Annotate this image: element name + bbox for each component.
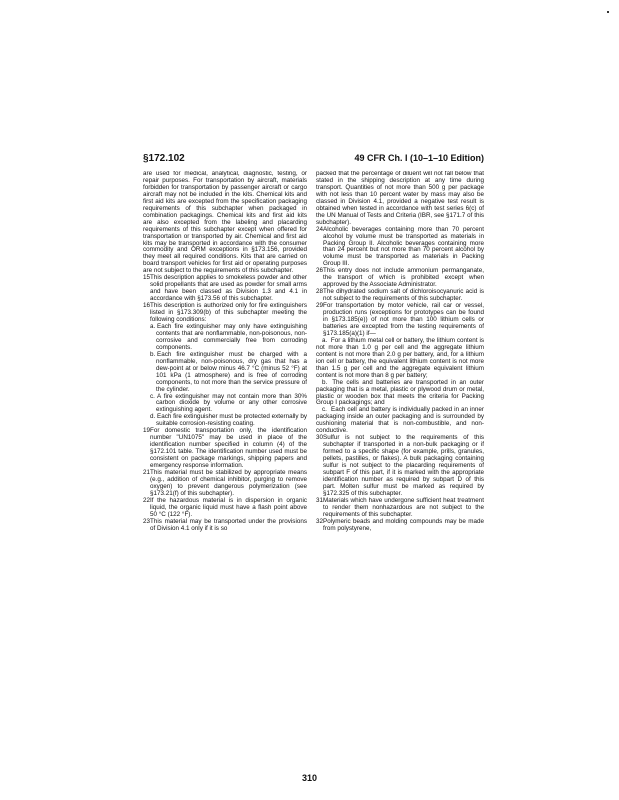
provision-number: 16 [143,302,151,310]
provision-paragraph [143,428,307,470]
provision-paragraph [316,407,484,435]
provision-text: packed that the percentage of diluent will not fall below that stated in the shipping description at any time during transport. Quantities of not more than 500 g per package with not less than 10 percent water by mass may also be classed in Division 4.1, provided a negative test result is obtained when tested in accordance with test series 6(c) of the UN Manual of Tests and Criteria (IBR, see §171.7 of this subchapter). [316,171,484,226]
provision-number: 26 [316,267,324,275]
provision-paragraph [143,324,307,352]
edition-header: 49 CFR Ch. I (10–1–10 Edition) [354,153,484,163]
provision-text: The cells and batteries are transported in an outer packaging that is a metal, plastic or plywood drum or metal, plastic or wooden box that meets the criteria for Packing Group I packagings; and [316,378,484,407]
provision-text: This entry does not include ammonium permanganate, the transport of which is prohibited except when approved by the Associate Administrator. [323,267,484,289]
right-text-column [316,171,484,763]
provision-text: The dihydrated sodium salt of dichloroisocyanuric acid is not subject to the requirements of this subchapter. [323,288,484,303]
provision-paragraph [143,275,307,303]
provision-paragraph [143,498,307,519]
provision-number: 21 [143,468,151,476]
provision-number: b. [322,378,328,386]
provision-number: 23 [143,517,151,525]
provision-number: b. [150,350,156,358]
provision-paragraph [316,227,484,269]
provision-text: This material must be stabilized by appropriate means (e.g., addition of chemical inhibitor, purging to remove oxygen) to prevent dangerous polymerization (see §173.21(f) of this subchapter). [150,468,307,497]
provision-text: are used for medical, analytical, diagnostic, testing, or repair purposes. For transportation by aircraft, materials forbidden for transportation by passenger aircraft or cargo aircraft may not be included in the kits. Chemical kits and first aid kits are excepted from the specification packaging requirements of this subchapter when packaged in combination packagings. Chemical kits and first aid kits are also excepted from the labeling and placarding requirements of this subchapter except when offered for transportation or transported by air. Chemical and first aid kits may be transported in accordance with the consumer commodity and ORM exceptions in §173.156, provided they meet all required conditions. Kits that are carried on board transport vehicles for first aid or operating purposes are not subject to the requirements of this subchapter. [143,171,307,275]
provision-paragraph [143,470,307,498]
provision-number: 32 [316,517,324,525]
provision-text: Sulfur is not subject to the requirements of this subchapter if transported in a non-bulk packaging or if formed to a specific shape (for example, prills, granules, pellets, pastilles, or flakes). A bulk packaging containing sulfur is not subject to the placarding requirements of subpart F of this part, if it is marked with the appropriate identification number as required by subpart D of this part. Molten sulfur must be marked as required by §172.325 of this subchapter. [323,434,484,497]
provision-number: 31 [316,496,324,504]
page-number: 310 [301,773,318,783]
provision-paragraph [143,171,307,275]
provision-number: c. [322,406,327,414]
provision-paragraph [143,394,307,415]
provision-text: Each fire extinguisher must be charged with a nonflammable, non-poisonous, dry gas that has a dew-point at or below minus 46.7 °C (minus 52 °F) at 101 kPa (1 atmosphere) and is free of corroding components, to not more than the service pressure of the cylinder. [156,350,307,393]
provision-paragraph [316,268,484,289]
provision-number: 19 [143,427,151,435]
provision-text: If the hazardous material is in dispersion in organic liquid, the organic liquid must have a flash point above 50 °C (122 °F). [150,496,307,518]
provision-text: This material may be transported under the provisions of Division 4.1 only if it is so [150,517,307,532]
provision-paragraph [316,380,484,408]
provision-paragraph [143,303,307,324]
provision-paragraph [316,519,484,533]
provision-text: This description applies to smokeless powder and other solid propellants that are used as powder for small arms and have been classed as Division 1.3 and 4.1 in accordance with §173.56 of this subchapter. [150,274,307,303]
left-text-column [143,171,307,763]
provision-paragraph [143,519,307,533]
provision-number: 30 [316,434,324,442]
section-header: §172.102 [143,153,185,164]
provision-text: Polymeric beads and molding compounds may be made from polystyrene, [323,517,484,532]
provision-text: This description is authorized only for fire extinguishers listed in §173.309(b) of this subchapter meeting the following conditions: [150,302,307,324]
provision-paragraph [143,414,307,428]
provision-number: 28 [316,288,324,296]
provision-text: A fire extinguisher may not contain more than 30% carbon dioxide by volume or any other corrosive extinguishing agent. [156,392,307,414]
provision-paragraph [316,338,484,380]
provision-paragraph [316,498,484,519]
provision-text: For a lithium metal cell or battery, the lithium content is not more than 1.0 g per cell and the aggregate lithium content is not more than 2.0 g per battery, and, for a lithium ion cell or battery, the equivalent lithium content is not more than 1.5 g per cell and the aggregate equivalent lithium content is not more than 8 g per battery; [316,336,484,379]
provision-text: Alcoholic beverages containing more than 70 percent alcohol by volume must be transported as materials in Packing Group II. Alcoholic beverages containing more than 24 percent but not more than 70 percent alcohol by volume must be transported as materials in Packing Group III. [323,225,484,268]
provision-paragraph [316,171,484,227]
provision-number: 24 [316,225,324,233]
provision-number: d. [150,413,156,421]
provision-text: Each fire extinguisher must be protected externally by suitable corrosion-resisting coating. [156,413,307,428]
provision-number: a. [150,322,156,330]
provision-number: 29 [316,302,324,310]
provision-paragraph [143,352,307,394]
provision-paragraph [316,303,484,338]
provision-number: 22 [143,496,151,504]
provision-text: Each cell and battery is individually packed in an inner packaging inside an outer packaging and is surrounded by cushioning material that is non-combustible, and non-conductive. [316,406,484,435]
provision-number: c. [150,392,155,400]
provision-number: 15 [143,274,151,282]
provision-paragraph [316,289,484,303]
provision-text: For transportation by motor vehicle, rail car or vessel, production runs (exceptions for prototypes can be found in §173.185(e)) of not more than 100 lithium cells or batteries are excepted from the testing requirements of §173.185(a)(1) if— [323,302,484,337]
provision-text: Each fire extinguisher may only have extinguishing contents that are nonflammable, non-poisonous, non-corrosive and commercially free from corroding components. [156,322,307,351]
provision-text: For domestic transportation only, the identification number "UN1075" may be used in place of the identification number specified in column (4) of the §172.101 table. The identification number used must be consistent on package markings, shipping papers and emergency response information. [150,427,307,470]
scan-speck [607,11,609,13]
provision-paragraph [316,435,484,498]
provision-text: Materials which have undergone sufficient heat treatment to render them nonhazardous are not subject to the requirements of this subchapter. [323,496,484,518]
provision-number: a. [322,336,328,344]
